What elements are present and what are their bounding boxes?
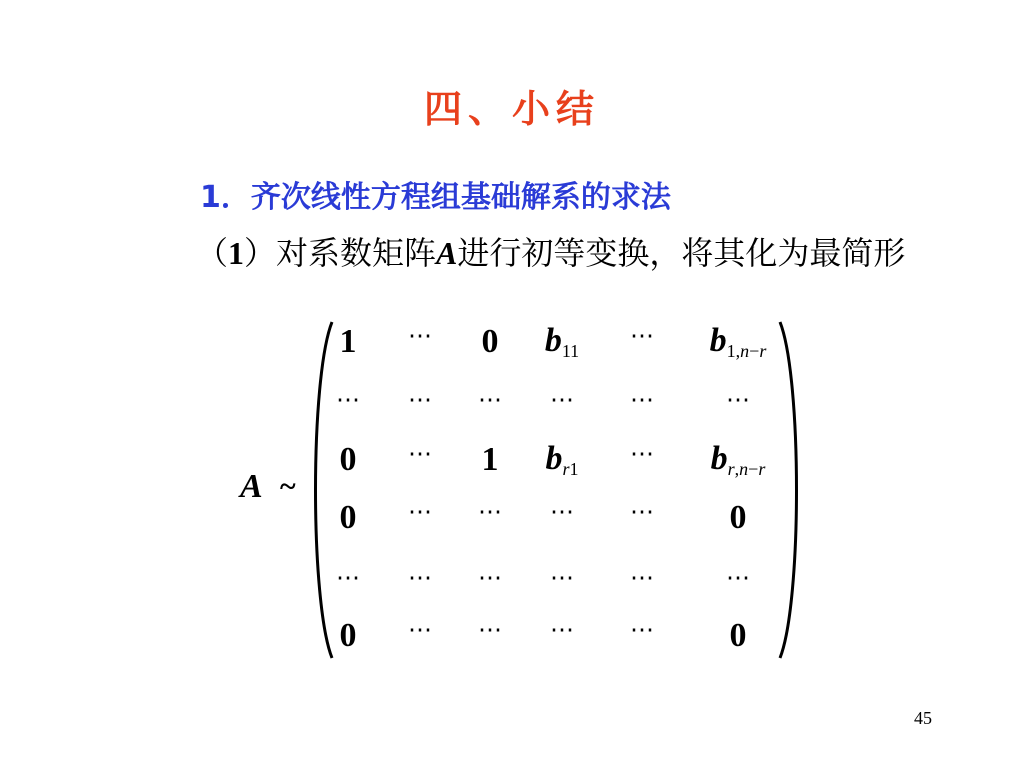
subscript-text: r	[758, 459, 766, 479]
variable-subscript	[562, 459, 578, 479]
slide-title: 四、小结	[423, 87, 600, 131]
equation-lhs: A	[240, 468, 263, 505]
matrix-name: A	[436, 235, 458, 271]
matrix-cell-r5-c6: ⋯	[726, 565, 750, 592]
matrix-cell-r6-c1: 0	[339, 617, 357, 654]
matrix-cell-r6-c3: ⋯	[478, 617, 502, 644]
step-description	[108, 228, 978, 278]
matrix-cell-r4-c4: ⋯	[550, 499, 574, 526]
matrix-cell-r2-c6: ⋯	[726, 387, 750, 414]
subscript-text: ,	[735, 341, 741, 361]
subscript-text: r	[562, 459, 570, 479]
subscript-text: 1	[726, 341, 736, 361]
subscript-text: 1	[569, 459, 579, 479]
step-close-paren: ）	[244, 234, 277, 272]
variable-base: b	[710, 440, 728, 477]
variable-base: b	[545, 440, 563, 477]
matrix-cell-r6-c2: ⋯	[408, 617, 432, 644]
matrix-cell-r2-c2: ⋯	[408, 387, 432, 414]
variable-base: b	[544, 322, 562, 359]
matrix-cell-r1-c5: ⋯	[630, 323, 654, 350]
variable-subscript	[728, 459, 766, 479]
matrix-cell-r2-c3: ⋯	[478, 387, 502, 414]
matrix-cell-r1-c2: ⋯	[408, 323, 432, 350]
matrix-cell-r5-c1: ⋯	[336, 565, 360, 592]
matrix-cell-r6-c4: ⋯	[550, 617, 574, 644]
subscript-text: −	[749, 341, 760, 361]
matrix-cell-r4-c2: ⋯	[408, 499, 432, 526]
matrix-cell-r1-c4	[545, 322, 579, 362]
matrix-cell-r4-c1: 0	[339, 499, 357, 536]
matrix-cell-r2-c4: ⋯	[550, 387, 574, 414]
step-number: 1	[228, 235, 245, 271]
equivalence-symbol: ~	[280, 470, 296, 503]
matrix-cell-r1-c1: 1	[339, 323, 357, 360]
matrix-cell-r3-c6	[711, 440, 766, 480]
subscript-text: r	[759, 341, 767, 361]
matrix-cell-r5-c2: ⋯	[408, 565, 432, 592]
matrix-cell-r5-c3: ⋯	[478, 565, 502, 592]
step-open-paren: （	[196, 234, 229, 272]
subscript-text: 11	[561, 341, 580, 361]
matrix-cell-r3-c1: 0	[339, 441, 357, 478]
matrix-cell-r1-c3: 0	[481, 323, 499, 360]
matrix-right-paren	[776, 318, 806, 662]
matrix-cell-r6-c5: ⋯	[630, 617, 654, 644]
step-text-after: 进行初等变换，将其化为最简形	[457, 234, 906, 272]
subscript-text: −	[748, 459, 759, 479]
matrix-cell-r2-c5: ⋯	[630, 387, 654, 414]
variable-base: b	[709, 322, 727, 359]
page-number: 45	[914, 708, 932, 728]
subscript-text: n	[739, 459, 749, 479]
variable-subscript	[562, 341, 579, 361]
matrix-cell-r3-c5: ⋯	[630, 441, 654, 468]
matrix-cell-r3-c2: ⋯	[408, 441, 432, 468]
matrix-cell-r3-c4	[545, 440, 578, 480]
matrix-cell-r5-c4: ⋯	[550, 565, 574, 592]
matrix-cell-r4-c5: ⋯	[630, 499, 654, 526]
matrix-cell-r4-c6: 0	[729, 499, 747, 536]
matrix-left-paren	[306, 318, 336, 662]
step-text-before: 对系数矩阵	[276, 234, 437, 272]
matrix-cell-r3-c3: 1	[481, 441, 499, 478]
subscript-text: ,	[734, 459, 740, 479]
matrix-cell-r6-c6: 0	[729, 617, 747, 654]
matrix-cell-r5-c5: ⋯	[630, 565, 654, 592]
matrix-cell-r1-c6	[710, 322, 767, 362]
section-heading: 1．齐次线性方程组基础解系的求法	[200, 180, 671, 215]
subscript-text: r	[727, 459, 735, 479]
subscript-text: n	[740, 341, 750, 361]
matrix-cell-r2-c1: ⋯	[336, 387, 360, 414]
variable-subscript	[727, 341, 767, 361]
matrix-cell-r4-c3: ⋯	[478, 499, 502, 526]
